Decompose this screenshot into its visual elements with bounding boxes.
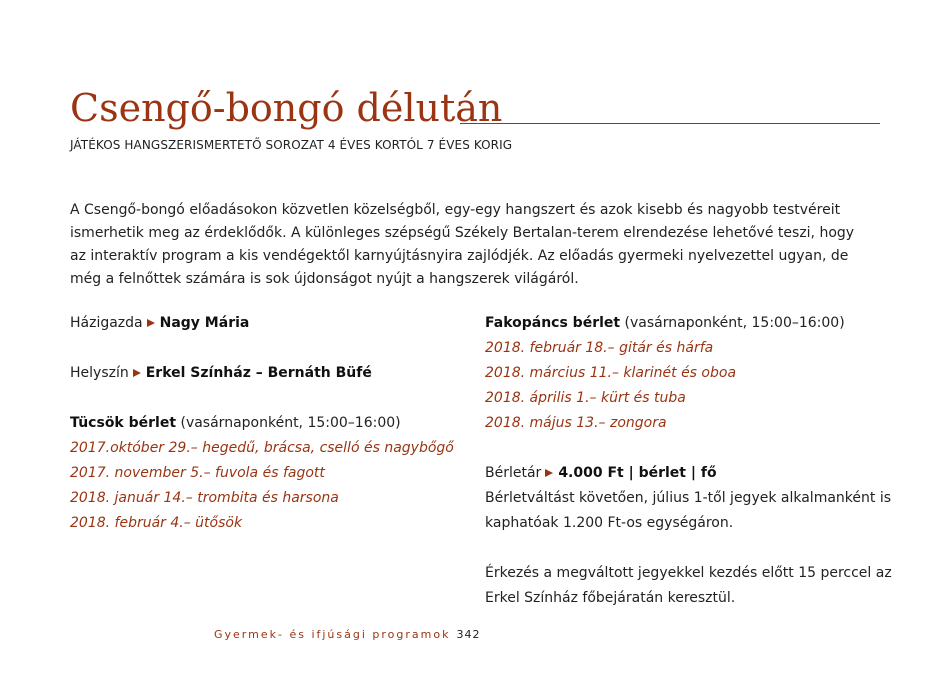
arrival-note: Érkezés a megváltott jegyekkel kezdés előtt 15 perccel az Erkel Színház főbejáratán keresztül. — [485, 565, 892, 606]
venue-label: Helyszín — [70, 365, 129, 381]
price-note: Bérletváltást követően, július 1-től jegyek alkalmanként is kaphatóak 1.200 Ft-os egységáron. — [485, 490, 891, 531]
fakopancs-schedule: (vasárnaponként, 15:00–16:00) — [624, 315, 845, 331]
tucsok-event: 2017.október 29.– hegedű, brácsa, cselló és nagybőgő — [70, 440, 454, 456]
left-column — [70, 311, 470, 536]
fakopancs-event: 2018. március 11.– klarinét és oboa — [485, 365, 737, 381]
fakopancs-event: 2018. február 18.– gitár és hárfa — [485, 340, 714, 356]
host-name: Nagy Mária — [159, 315, 250, 331]
host-label: Házigazda — [70, 315, 143, 331]
triangle-right-icon — [147, 319, 155, 327]
fakopancs-event: 2018. április 1.– kürt és tuba — [485, 390, 686, 406]
price-line — [485, 461, 905, 486]
page-number: 342 — [456, 628, 481, 641]
tucsok-name: Tücsök bérlet — [70, 415, 177, 431]
fakopancs-event: 2018. május 13.– zongora — [485, 415, 667, 431]
host-line — [70, 311, 470, 336]
footer-section: Gyermek- és ifjúsági programok — [214, 628, 451, 641]
title-rule — [460, 123, 880, 124]
tucsok-heading — [70, 411, 470, 436]
tucsok-schedule: (vasárnaponként, 15:00–16:00) — [180, 415, 401, 431]
tucsok-event: 2018. február 4.– ütősök — [70, 515, 243, 531]
fakopancs-heading — [485, 311, 905, 336]
tucsok-event: 2018. január 14.– trombita és harsona — [70, 490, 339, 506]
venue-name: Erkel Színház – Bernáth Büfé — [145, 365, 372, 381]
venue-line — [70, 361, 470, 386]
price-label: Bérletár — [485, 465, 542, 481]
intro-paragraph: A Csengő-bongó előadásokon közvetlen közelségből, egy-egy hangszert és azok kisebb és nagyobb testvéreit ismerhetik meg az érdeklődők. A különleges szépségű Székely Bertalan-terem elrendezése lehetővé teszi, hogy az interaktív program a kis vendégektől karnyújtásnyira zajlódjék. Az előadás gyermeki nyelvezettel ugyan, de még a felnőttek számára is sok újdonságot nyújt a hangszerek világáról. — [70, 202, 855, 287]
page-title: Csengő-bongó délután — [70, 86, 503, 130]
tucsok-event: 2017. november 5.– fuvola és fagott — [70, 465, 325, 481]
page-subtitle: JÁTÉKOS HANGSZERISMERTETŐ SOROZAT 4 ÉVES KORTÓL 7 ÉVES KORIG — [70, 138, 513, 152]
page-footer — [214, 628, 480, 641]
triangle-right-icon — [133, 369, 141, 377]
triangle-right-icon — [545, 469, 553, 477]
right-column — [485, 311, 905, 611]
price-value: 4.000 Ft | bérlet | fő — [558, 465, 717, 481]
fakopancs-name: Fakopáncs bérlet — [485, 315, 621, 331]
